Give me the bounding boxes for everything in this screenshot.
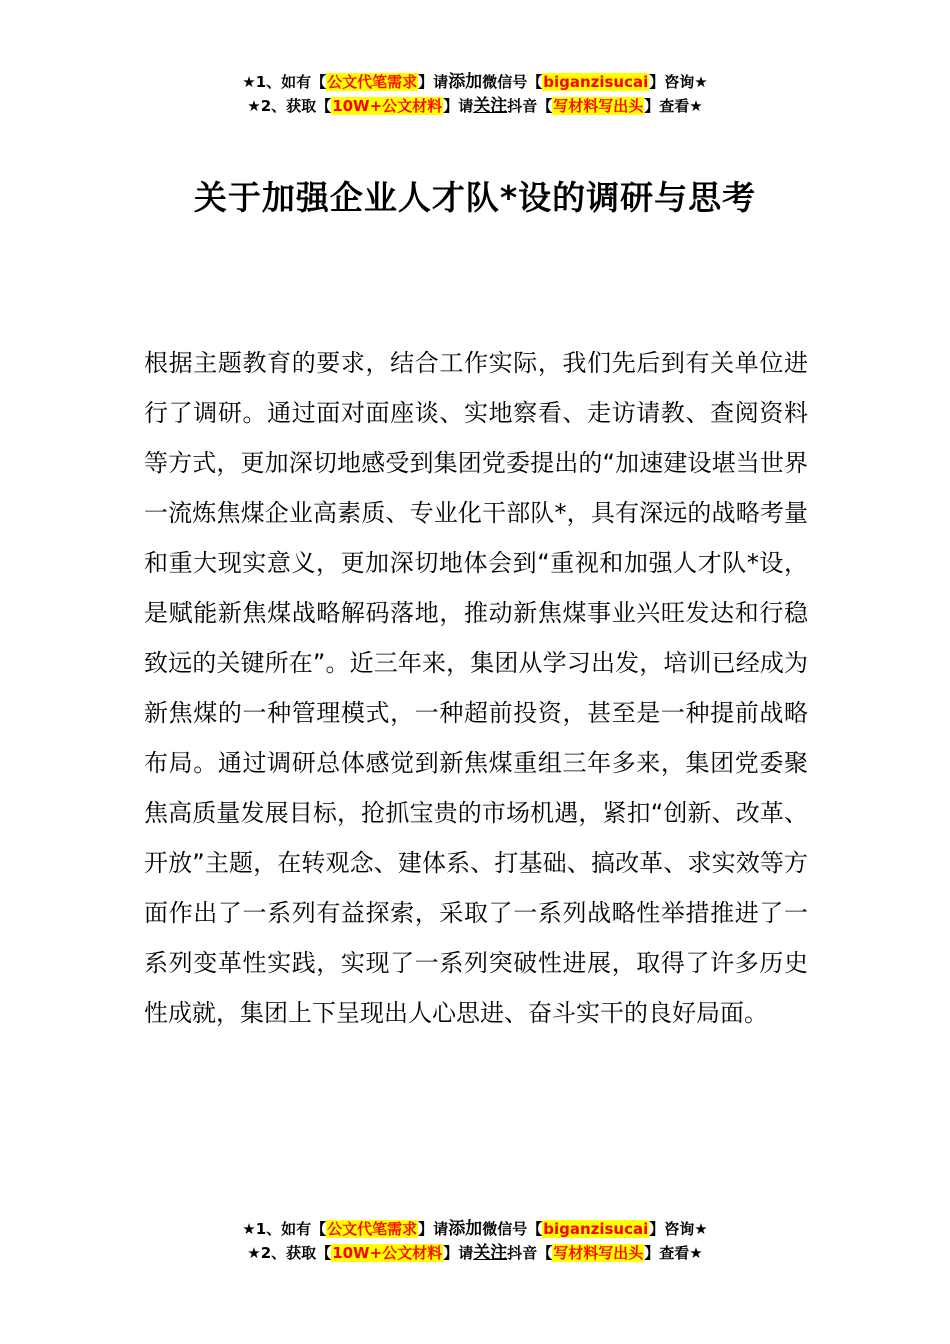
banner-text: 微信号【 [482,73,543,91]
banner-line-1 [0,1217,950,1241]
banner-text: 抖音【 [507,1244,553,1262]
banner-highlight: biganzisucai [543,1220,649,1238]
banner-emphasis: 添加 [448,72,483,92]
banner-text: 微信号【 [482,1220,543,1238]
banner-text: 】请 [443,1244,474,1262]
banner-line-2 [0,94,950,118]
banner-text: 】查看★ [644,1244,703,1262]
banner-highlight: 公文代笔需求 [327,73,418,91]
document-title: 关于加强企业人才队*设的调研与思考 [193,178,757,218]
banner-text: 】查看★ [644,97,703,115]
banner-line-2 [0,1241,950,1265]
banner-text: 】请 [443,97,474,115]
banner-text: 】咨询★ [649,73,708,91]
banner-highlight: 公文代笔需求 [327,1220,418,1238]
banner-emphasis: 添加 [448,1219,483,1239]
banner-highlight: 写材料写出头 [553,1244,644,1262]
banner-text: ★2、获取【 [247,1244,332,1262]
banner-emphasis: 关注 [473,96,508,116]
banner-text: ★1、如有【 [242,1220,327,1238]
banner-highlight: 10W+公文材料 [332,1244,443,1262]
banner-bottom [0,1217,950,1265]
banner-highlight: biganzisucai [543,73,649,91]
banner-text: 】请 [418,73,449,91]
banner-emphasis: 关注 [473,1243,508,1263]
banner-highlight: 10W+公文材料 [332,97,443,115]
banner-top [0,70,950,118]
banner-text: 抖音【 [507,97,553,115]
banner-text: ★1、如有【 [242,73,327,91]
body-paragraph: 根据主题教育的要求，结合工作实际，我们先后到有关单位进行了调研。通过面对面座谈、实地察看、走访请教、查阅资料等方式，更加深切地感受到集团党委提出的“加速建设堪当世界一流炼焦煤企业高素质、专业化干部队*，具有深远的战略考量和重大现实意义，更加深切地体会到“重视和加强人才队*设，是赋能新焦煤战略解码落地，推动新焦煤事业兴旺发达和行稳致远的关键所在”。近三年来，集团从学习出发，培训已经成为新焦煤的一种管理模式，一种超前投资，甚至是一种提前战略布局。通过调研总体感觉到新焦煤重组三年多来，集团党委聚焦高质量发展目标，抢抓宝贵的市场机遇，紧扣“创新、改革、开放”主题，在转观念、建体系、打基础、搞改革、求实效等方面作出了一系列有益探索，采取了一系列战略性举措推进了一系列变革性实践，实现了一系列突破性进展，取得了许多历史性成就，集团上下呈现出人心思进、奋斗实干的良好局面。 [144,349,808,1027]
banner-text: ★2、获取【 [247,97,332,115]
banner-text: 】请 [418,1220,449,1238]
banner-text: 】咨询★ [649,1220,708,1238]
banner-highlight: 写材料写出头 [553,97,644,115]
banner-line-1 [0,70,950,94]
